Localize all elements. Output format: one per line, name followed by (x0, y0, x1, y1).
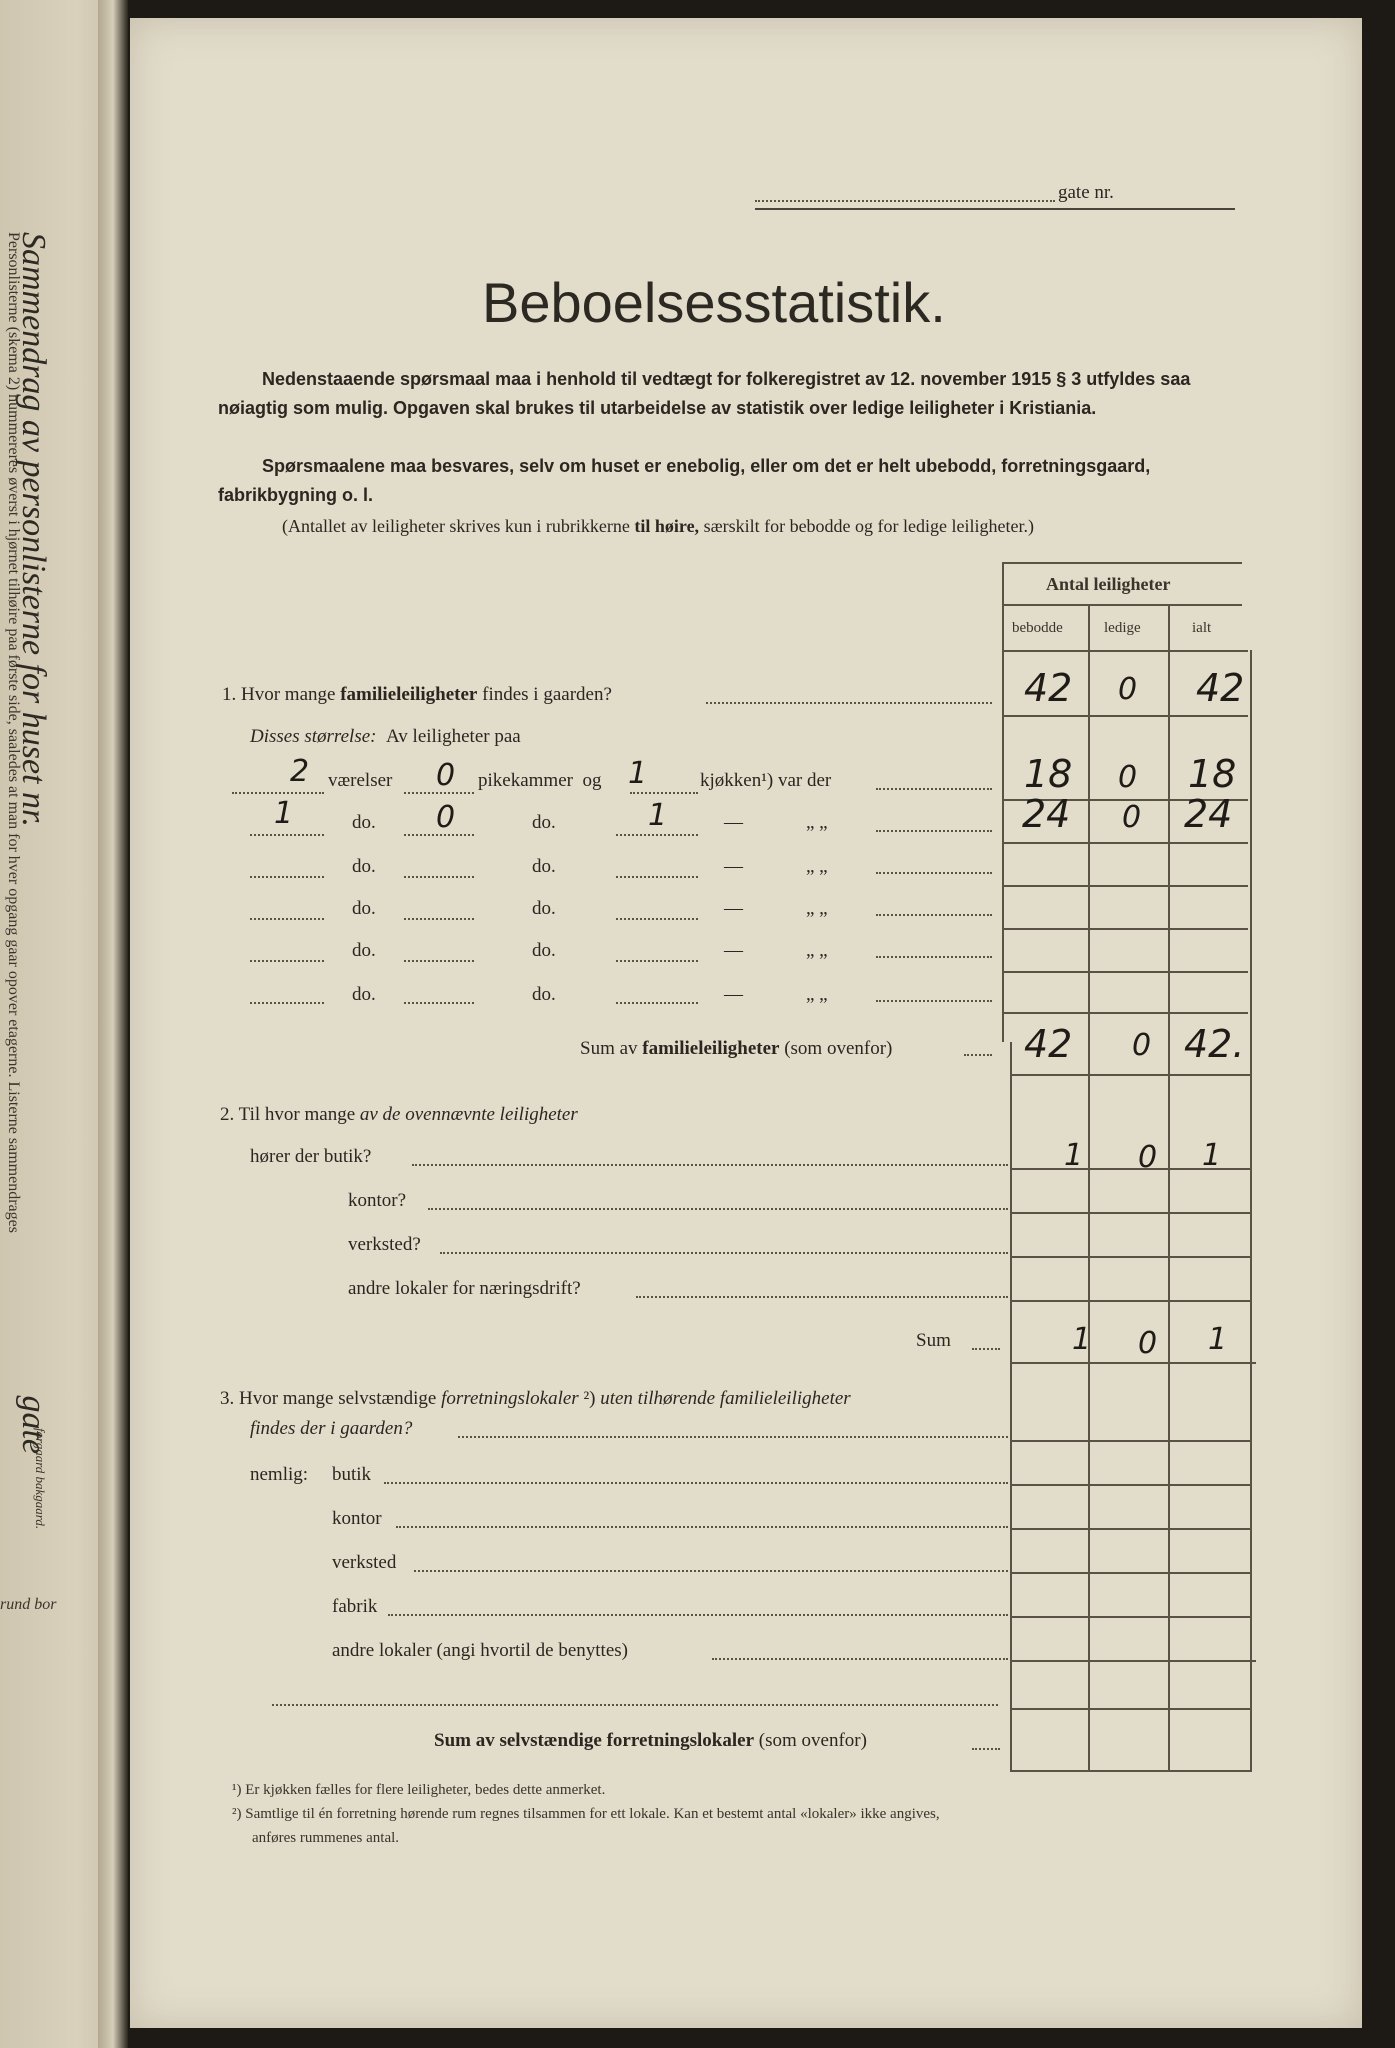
table-col-divider-1 (1088, 604, 1090, 1772)
table-row-line (1010, 1440, 1250, 1442)
do-label: do. (532, 940, 556, 961)
gate-nr-label: gate nr. (1058, 182, 1114, 203)
intro-paragraph-2: Spørsmaalene maa besvares, selv om huset er enebolig, eller om det er helt ubebodd, forretningsgaard, fabrikbygning o. l. (218, 456, 1151, 505)
row2-rooms-line (250, 834, 324, 836)
q2-butik-label: hører der butik? (250, 1146, 372, 1167)
vaerelser-label: værelser (328, 770, 393, 791)
intro-paragraph-3: (Antallet av leiligheter skrives kun i rubrikkerne til høire, særskilt for bebodde og for ledige leiligheter.) (282, 516, 1034, 536)
table-row-line (1002, 715, 1248, 717)
blank-row-line (250, 1002, 324, 1004)
q2-sum-ialt-value: 1 (1208, 1322, 1228, 1357)
ditto-mark: „ „ (806, 984, 828, 1005)
table-row-line (1002, 971, 1248, 973)
q1-ledige-value: 0 (1118, 672, 1138, 707)
q2-kontor-leader (428, 1208, 1008, 1210)
table-row-line (1002, 842, 1248, 844)
row1-rooms-line (232, 792, 324, 794)
blank-row-line (404, 960, 474, 962)
footnote-1: ¹) Er kjøkken fælles for flere leiligheter, bedes dette anmerket. (232, 1782, 606, 1798)
q1-sum-ledige-value: 0 (1132, 1028, 1152, 1063)
q3-butik-label: butik (332, 1464, 372, 1485)
blank-row-line (616, 960, 698, 962)
pikekammer-label: pikekammer og (478, 770, 602, 791)
row2-ledige-value: 0 (1122, 800, 1142, 835)
q2-sum-bebodde-value: 1 (1072, 1322, 1092, 1357)
q3-fabrik-label: fabrik (332, 1596, 378, 1617)
kjokken-label: kjøkken¹) var der (700, 770, 832, 791)
do-label: do. (352, 812, 376, 833)
margin-vertical-instructions: Personlisterne (skema 2) nummereres øverst i hjørnet tilhøire paa første side, saaledes at man for hver opgang gaar opover etagerne. Listerne sammendrages (5, 232, 22, 1233)
table-row-line (1010, 1572, 1250, 1574)
page-title: Beboelsesstatistik. (482, 271, 946, 334)
q1-size-label: Disses størrelse: Av leiligheter paa (250, 726, 521, 747)
ditto-mark: „ „ (806, 940, 828, 961)
do-label: do. (532, 898, 556, 919)
ditto-mark: „ „ (806, 898, 828, 919)
table-row-line (1002, 885, 1248, 887)
blank-row-leader (876, 956, 992, 958)
q3-butik-leader (384, 1482, 1008, 1484)
table-group-header: Antal leiligheter (1046, 574, 1171, 594)
q3-sum-leader (972, 1748, 1000, 1750)
q2-label: 2. Til hvor mange av de ovennævnte leiligheter (220, 1104, 578, 1125)
do-label: do. (352, 856, 376, 877)
q3-fabrik-leader (388, 1614, 1008, 1616)
row2-leader (876, 830, 992, 832)
blank-row-leader (876, 914, 992, 916)
col-header-bebodde: bebodde (1012, 620, 1063, 636)
table-header-bottom (1002, 650, 1248, 652)
table-row-line (1010, 1300, 1250, 1302)
q1-sum-leader (964, 1054, 992, 1056)
dash-mark: — (724, 856, 743, 877)
q3-sum-label: Sum av selvstændige forretningslokaler (som ovenfor) (434, 1730, 867, 1751)
table-row-line (1002, 928, 1248, 930)
do-label: do. (532, 856, 556, 877)
margin-vertical-title: Sammendrag av personlisterne for huset nr. gate (15, 232, 52, 1455)
gate-underline (755, 208, 1235, 210)
table-right-border (1250, 650, 1252, 1772)
row1-kitchen-line (630, 792, 698, 794)
footnote-2-cont: anføres rummenes antal. (252, 1830, 400, 1846)
row2-kitchen-line (616, 834, 698, 836)
q2-verksted-leader (440, 1252, 1008, 1254)
q2-andre-label: andre lokaler for næringsdrift? (348, 1278, 581, 1299)
table-row-line (1010, 1212, 1250, 1214)
q2-andre-leader (636, 1296, 1008, 1298)
table-top-border (1002, 562, 1242, 564)
table-row-line (1002, 1012, 1248, 1014)
q2-butik-leader (412, 1164, 1008, 1166)
row2-rooms-value: 1 (274, 796, 294, 831)
dash-mark: — (724, 940, 743, 961)
blank-row-line (250, 960, 324, 962)
q1-label: 1. Hvor mange familieleiligheter findes i gaarden? (222, 684, 612, 705)
table-col-divider-2 (1168, 604, 1170, 1772)
blank-row-leader (876, 872, 992, 874)
table-row-line (1010, 1484, 1250, 1486)
q2-sum-ledige-value: 0 (1138, 1326, 1158, 1361)
col-header-ialt: ialt (1192, 620, 1212, 636)
row2-maid-value: 0 (436, 800, 456, 835)
table-row-line (1010, 1708, 1250, 1710)
q3-label: 3. Hvor mange selvstændige forretningslokaler ²) uten tilhørende familieleiligheter (220, 1388, 851, 1409)
blank-row-line (616, 918, 698, 920)
q2-butik-ialt-value: 1 (1202, 1138, 1222, 1173)
table-row-line (1010, 1362, 1256, 1364)
row1-leader (876, 788, 992, 790)
row1-ialt-value: 18 (1188, 752, 1237, 796)
table-bottom-border (1010, 1770, 1250, 1772)
q2-sum-leader (972, 1348, 1000, 1350)
row1-bebodde-value: 18 (1024, 752, 1073, 796)
do-label: do. (352, 940, 376, 961)
q3-verksted-label: verksted (332, 1552, 397, 1573)
table-header-divider (1002, 604, 1242, 606)
q2-kontor-label: kontor? (348, 1190, 407, 1211)
footnote-2: ²) Samtlige til én forretning hørende rum regnes tilsammen for ett lokale. Kan et bestemt antal «lokaler» ikke angives, (232, 1806, 940, 1822)
q3-label-line2: findes der i gaarden? (250, 1418, 413, 1439)
row1-rooms-value: 2 (290, 754, 310, 789)
blank-row-line (250, 876, 324, 878)
q2-butik-bebodde-value: 1 (1064, 1138, 1084, 1173)
blank-row-line (404, 1002, 474, 1004)
row1-maid-value: 0 (436, 758, 456, 793)
q2-sum-label: Sum (916, 1330, 951, 1351)
q3-verksted-leader (414, 1570, 1008, 1572)
table-row-line (1010, 1616, 1250, 1618)
blank-row-line (404, 918, 474, 920)
q2-verksted-label: verksted? (348, 1234, 421, 1255)
gate-dotline (755, 200, 1055, 202)
intro-paragraph-1: Nedenstaaende spørsmaal maa i henhold til vedtægt for folkeregistret av 12. november 1915 § 3 utfyldes saa nøiagtig som mulig. Opgaven skal brukes til utarbeidelse av statistik over ledige leiligheter i Kristiania. (218, 369, 1191, 418)
do-label: do. (532, 812, 556, 833)
table-row-line (1010, 1256, 1250, 1258)
page-fold (98, 0, 128, 2048)
row1-kitchen-value: 1 (628, 756, 648, 791)
q1-leader (706, 702, 992, 704)
table-row-line (1010, 1074, 1250, 1076)
q1-sum-label: Sum av familieleiligheter (som ovenfor) (580, 1038, 893, 1059)
table-left-border-lower (1010, 1042, 1012, 1772)
q3-kontor-leader (396, 1526, 1008, 1528)
blank-row-line (404, 876, 474, 878)
q1-ialt-value: 42 (1196, 666, 1245, 710)
q3-andre-leader (712, 1658, 1008, 1660)
col-header-ledige: ledige (1104, 620, 1141, 636)
q1-sum-bebodde-value: 42 (1024, 1022, 1073, 1066)
table-row-line (1010, 1660, 1256, 1662)
ditto-mark: „ „ (806, 812, 828, 833)
dash-mark: — (724, 812, 743, 833)
ditto-mark: „ „ (806, 856, 828, 877)
row2-kitchen-value: 1 (648, 798, 668, 833)
q3-leader (458, 1436, 1008, 1438)
q3-andre-label: andre lokaler (angi hvortil de benyttes) (332, 1640, 628, 1661)
margin-grund-bor: rund bor (0, 1596, 57, 1613)
table-row-line (1010, 1528, 1250, 1530)
q3-nemlig-label: nemlig: (250, 1464, 309, 1485)
dash-mark: — (724, 984, 743, 1005)
q3-kontor-label: kontor (332, 1508, 382, 1529)
q1-sum-ialt-value: 42. (1184, 1022, 1245, 1066)
blank-row-line (616, 1002, 698, 1004)
blank-row-line (616, 876, 698, 878)
row1-ledige-value: 0 (1118, 760, 1138, 795)
blank-row-leader (876, 1000, 992, 1002)
row2-ialt-value: 24 (1184, 792, 1233, 836)
table-left-border-upper (1002, 562, 1004, 1042)
q2-butik-ledige-value: 0 (1138, 1140, 1158, 1175)
blank-row-line (250, 918, 324, 920)
do-label: do. (532, 984, 556, 1005)
q3-extra-line (272, 1704, 998, 1706)
q1-bebodde-value: 42 (1024, 666, 1073, 710)
do-label: do. (352, 984, 376, 1005)
do-label: do. (352, 898, 376, 919)
dash-mark: — (724, 898, 743, 919)
margin-forgaard: forgaard bakgaard. (33, 1428, 48, 1530)
row2-bebodde-value: 24 (1022, 792, 1071, 836)
